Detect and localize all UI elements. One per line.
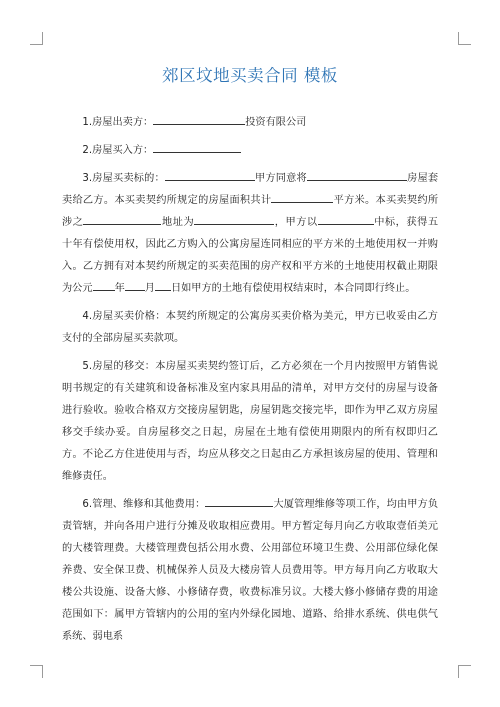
item-blank[interactable] [83, 212, 161, 225]
document-title: 郊区坟地买卖合同 模板 [162, 66, 338, 85]
document-body [62, 112, 438, 654]
day-blank[interactable] [155, 278, 171, 291]
buyer-blank[interactable] [153, 140, 241, 153]
crop-mark-top-right [458, 32, 471, 45]
clause-3: 3.房屋买卖标的： 甲方同意将 房屋套卖给乙方。本买卖契约所规定的房屋面积共计 平方米。本买卖契约所涉之 地址为 ，甲方以 中标，获得五十年有偿使用权，因此乙方购入的公寓房屋连同相应的平方米的土地使用权一并购入。乙方拥有对本契约所规定的买卖范围的房产权和平方米的土地使用权截止期限为公元 年 月 日如甲方的土地有偿使用权结束时，本合同即行终止。 [62, 168, 438, 300]
year-blank[interactable] [93, 278, 115, 291]
crop-mark-bottom-right [458, 665, 471, 678]
bid-blank[interactable] [318, 212, 374, 225]
clause-2-label: 2.房屋买入方： [82, 145, 154, 156]
crop-mark-bottom-left [30, 665, 43, 678]
property-blank[interactable] [307, 168, 407, 181]
address-blank[interactable] [194, 212, 274, 225]
area-blank[interactable] [271, 190, 333, 203]
subject-blank[interactable] [165, 168, 255, 181]
clause-1 [62, 112, 438, 134]
crop-mark-top-left [30, 32, 43, 45]
clause-6: 6.管理、维修和其他费用： 大厦管理维修等项工作，均由甲方负责管辖，并向各用户进行分摊及收取相应费用。甲方暂定每月向乙方收取壹佰美元的大楼管理费。大楼管理费包括公用水费、公用部位环境卫生费、公用部位绿化保养费、安全保卫费、机械保养人员及大楼房管人员费用等。甲方每月向乙方收取大楼公共设施、设备大修、小修储存费，收费标准另议。大楼大修小修储存费的用途范围如下：属甲方管辖内的公用的室内外绿化园地、道路、给排水系统、供电供气系统、弱电系 [62, 494, 438, 648]
seller-blank[interactable] [153, 112, 245, 125]
clause-4: 4.房屋买卖价格：本契约所规定的公寓房买卖价格为美元，甲方已收妥由乙方支付的全部房屋买卖款项。 [62, 311, 438, 344]
clause-1-label: 1.房屋出卖方： [82, 117, 154, 128]
clause-1-suffix: 投资有限公司 [245, 117, 307, 128]
month-blank[interactable] [125, 278, 145, 291]
clause-5: 5.房屋的移交：本房屋买卖契约签订后，乙方必须在一个月内按照甲方销售说明书规定的有关建筑和设备标准及室内家具用品的清单，对甲方交付的房屋与设备进行验收。验收合格双方交接房屋钥匙，房屋钥匙交接完毕，即作为甲乙双方房屋移交手续办妥。自房屋移交之日起，房屋在土地有偿使用期限内的所有权即归乙方。不论乙方住进使用与否，均应从移交之日起由乙方承担该房屋的使用、管理和维修责任。 [62, 361, 438, 482]
clause-2 [62, 140, 438, 162]
management-blank[interactable] [205, 494, 273, 507]
